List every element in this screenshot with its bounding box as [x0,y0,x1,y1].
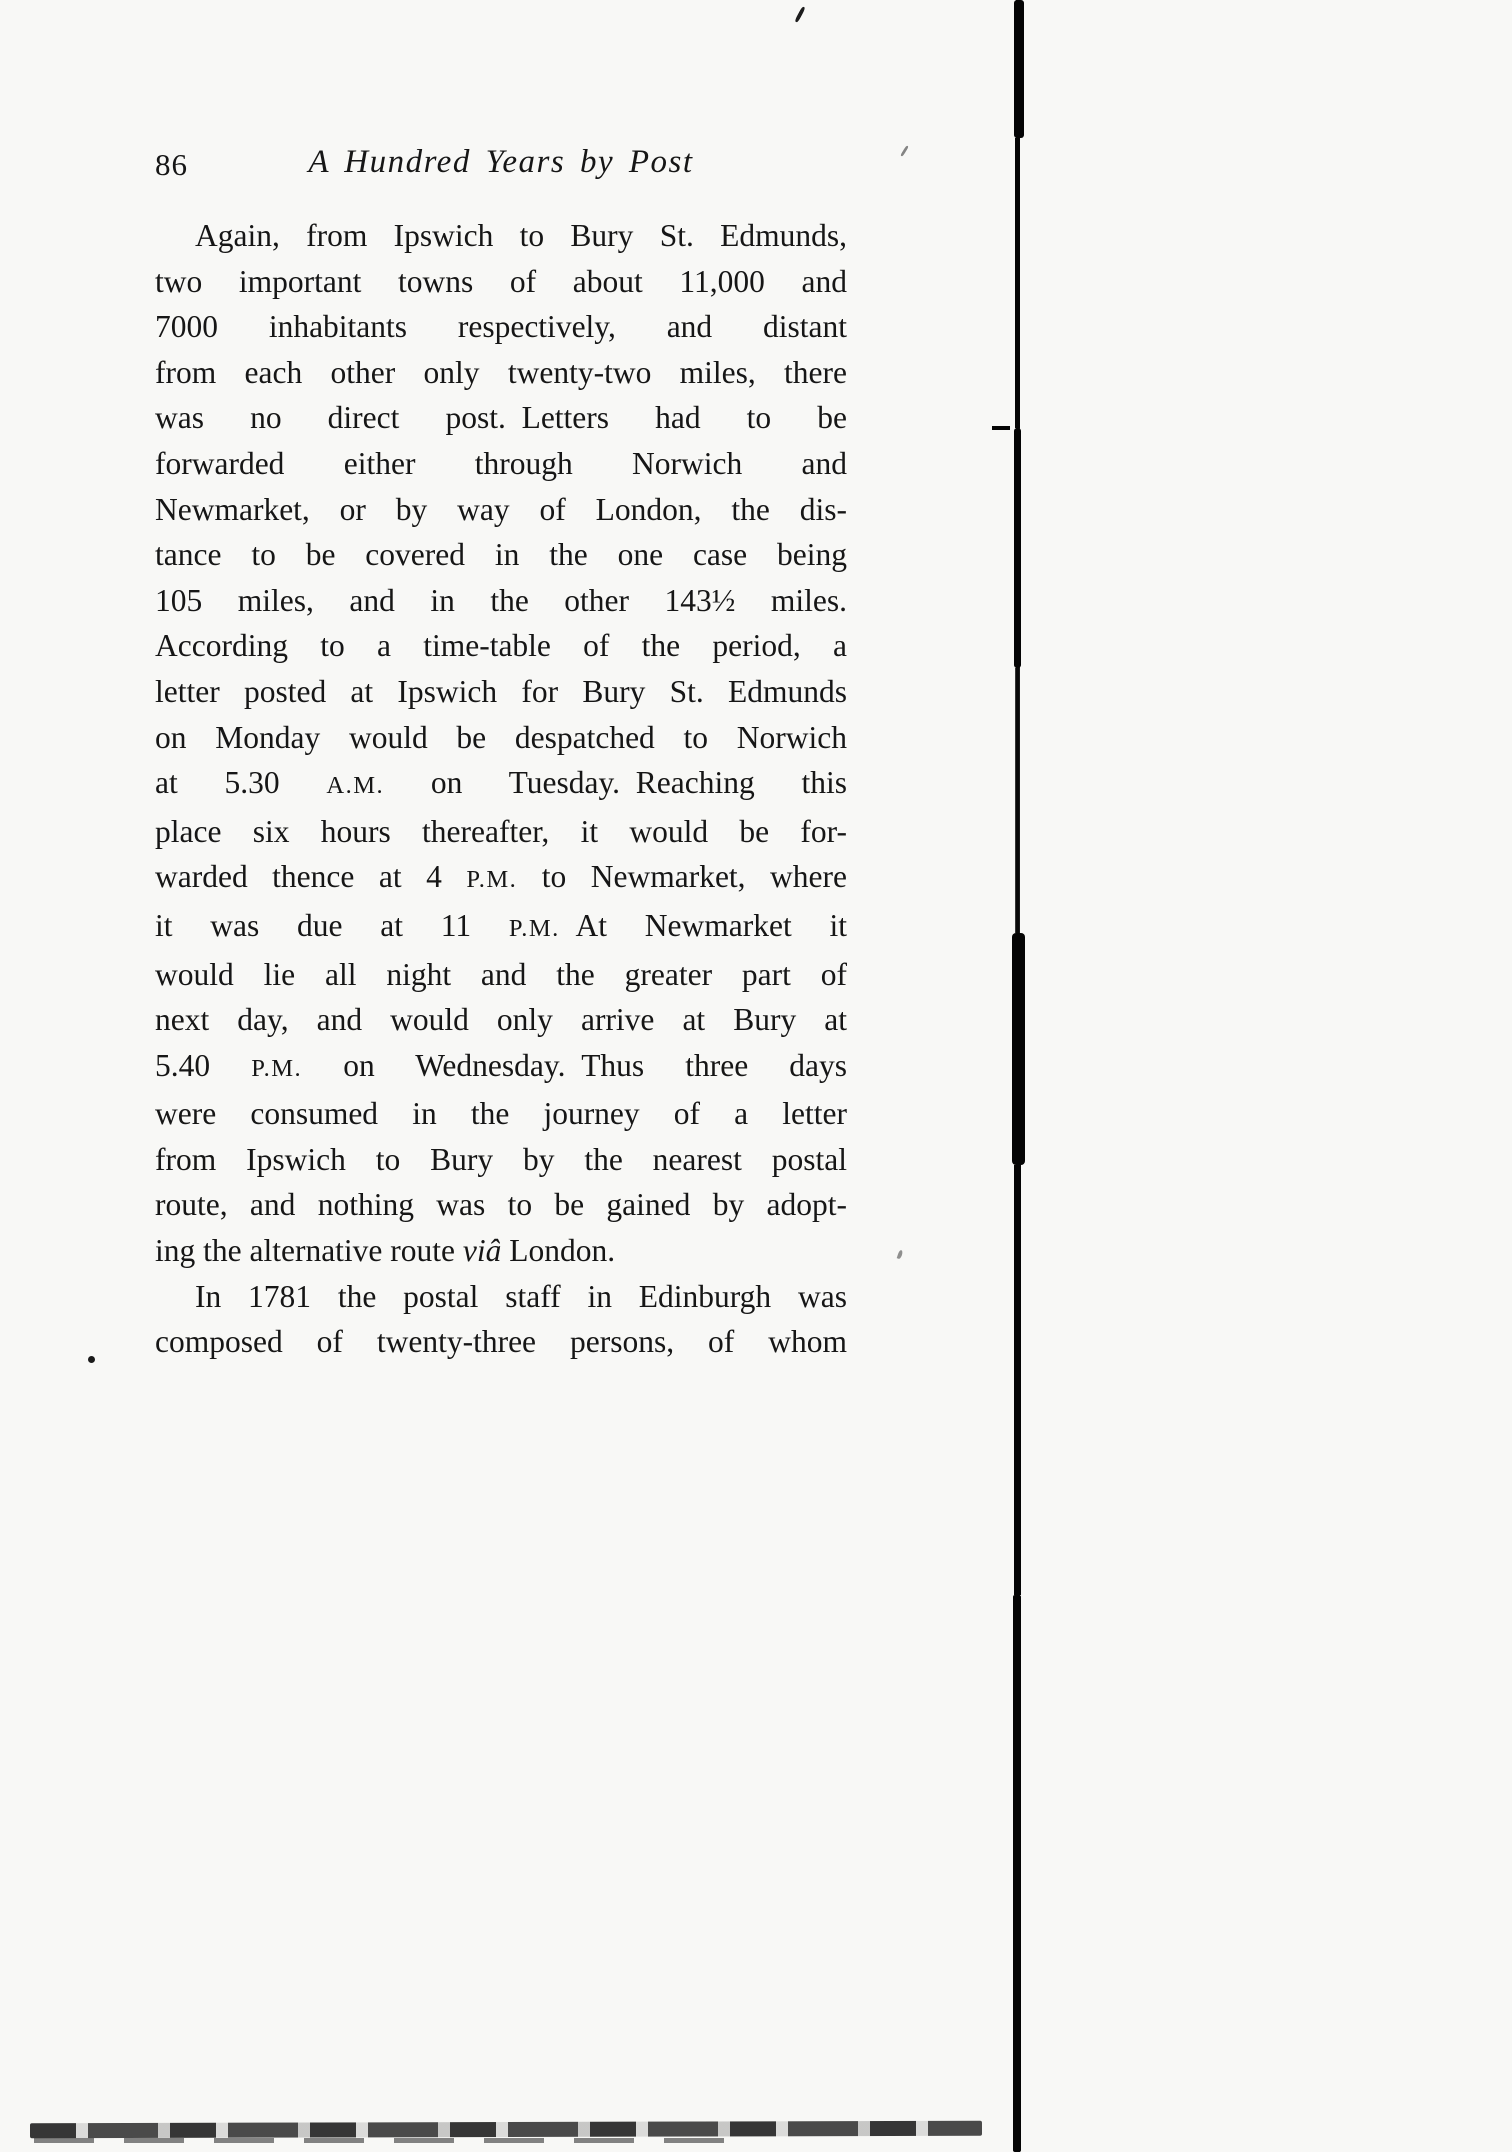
text-segment: 7000 inhabitants respectively, and distant [155,309,847,345]
text-segment: two important towns of about 11,000 and [155,263,847,299]
text-line [155,854,847,903]
binding-blob [1013,1595,1021,2152]
text-segment: At Newmarket it [559,907,847,943]
scan-speck [897,1250,904,1260]
text-segment: was no direct post. Letters had to be [155,400,847,436]
small-caps-text: P.M. [466,866,518,894]
text-segment: on Tuesday. Reaching this [384,765,847,801]
page-header [155,144,847,192]
text-line [155,669,847,715]
text-line [155,578,847,624]
text-segment: were consumed in the journey of a letter [155,1096,847,1132]
italic-text: viâ [462,1233,502,1269]
text-line [155,350,847,396]
text-line [155,952,847,998]
text-segment: next day, and would only arrive at Bury at [155,1002,847,1038]
text-line [155,1228,847,1274]
text-segment: warded thence at 4 [155,859,467,895]
scan-speck [900,145,909,157]
text-segment: tance to be covered in the one case being [155,537,847,573]
text-line [155,1091,847,1137]
small-caps-text: P.M. [251,1054,303,1082]
text-segment: 5.40 [155,1047,252,1083]
text-line [155,1319,847,1365]
text-segment: London. [501,1233,616,1269]
text-line [155,532,847,578]
text-segment: it was due at 11 [155,907,509,943]
scan-speck [794,6,806,23]
running-title: A Hundred Years by Post [308,144,694,180]
text-segment: According to a time-table of the period, a [155,628,847,664]
text-segment: 105 miles, and in the other 143½ miles. [155,582,847,618]
text-line [155,441,847,487]
binding-tick-mark [992,426,1010,430]
page-number: 86 [155,147,188,182]
text-segment: In 1781 the postal staff in Edinburgh was [195,1278,847,1314]
text-segment: on Wednesday. Thus three days [302,1047,847,1083]
paragraph [155,213,847,1274]
binding-blob [1015,668,1019,933]
text-segment: from Ipswich to Bury by the nearest postal [155,1141,847,1177]
text-segment: ing the alternative route [155,1233,463,1269]
text-line [155,623,847,669]
text-segment: forwarded either through Norwich and [155,445,847,481]
text-line [155,1182,847,1228]
text-segment: Again, from Ipswich to Bury St. Edmunds, [195,218,847,253]
text-line [155,715,847,761]
binding-blob [1014,428,1021,668]
text-line [155,997,847,1043]
text-line [155,1043,847,1092]
text-segment: route, and nothing was to be gained by adopt- [155,1187,847,1223]
text-line [155,1274,847,1320]
text-line [155,1137,847,1183]
text-line [155,395,847,441]
text-line [155,213,847,259]
binding-blob [1014,1165,1021,1595]
text-segment: on Monday would be despatched to Norwich [155,719,847,755]
text-block [155,213,847,1365]
binding-blob [1015,138,1020,428]
text-line [155,304,847,350]
text-segment: Newmarket, or by way of London, the dis- [155,491,847,527]
binding-blob [1014,0,1024,138]
small-caps-text: P.M. [508,914,560,942]
text-segment: at 5.30 [155,765,327,801]
text-segment: place six hours thereafter, it would be for- [155,813,847,849]
scan-speck [88,1356,95,1363]
text-segment: would lie all night and the greater part of [155,956,847,992]
text-line [155,903,847,952]
scan-binding-artifact [1008,0,1038,2152]
text-line [155,760,847,809]
paragraph [155,1274,847,1365]
scan-bottom-edge-artifact [34,2138,734,2143]
text-segment: composed of twenty-three persons, of whom [155,1324,847,1360]
scan-bottom-edge-artifact [30,2121,982,2138]
binding-blob [1012,933,1025,1165]
text-segment: from each other only twenty-two miles, there [155,354,847,390]
text-line [155,809,847,855]
text-segment: letter posted at Ipswich for Bury St. Edmunds [155,673,847,709]
small-caps-text: A.M. [326,772,385,800]
text-line [155,259,847,305]
text-line [155,487,847,533]
text-segment: to Newmarket, where [517,859,847,895]
